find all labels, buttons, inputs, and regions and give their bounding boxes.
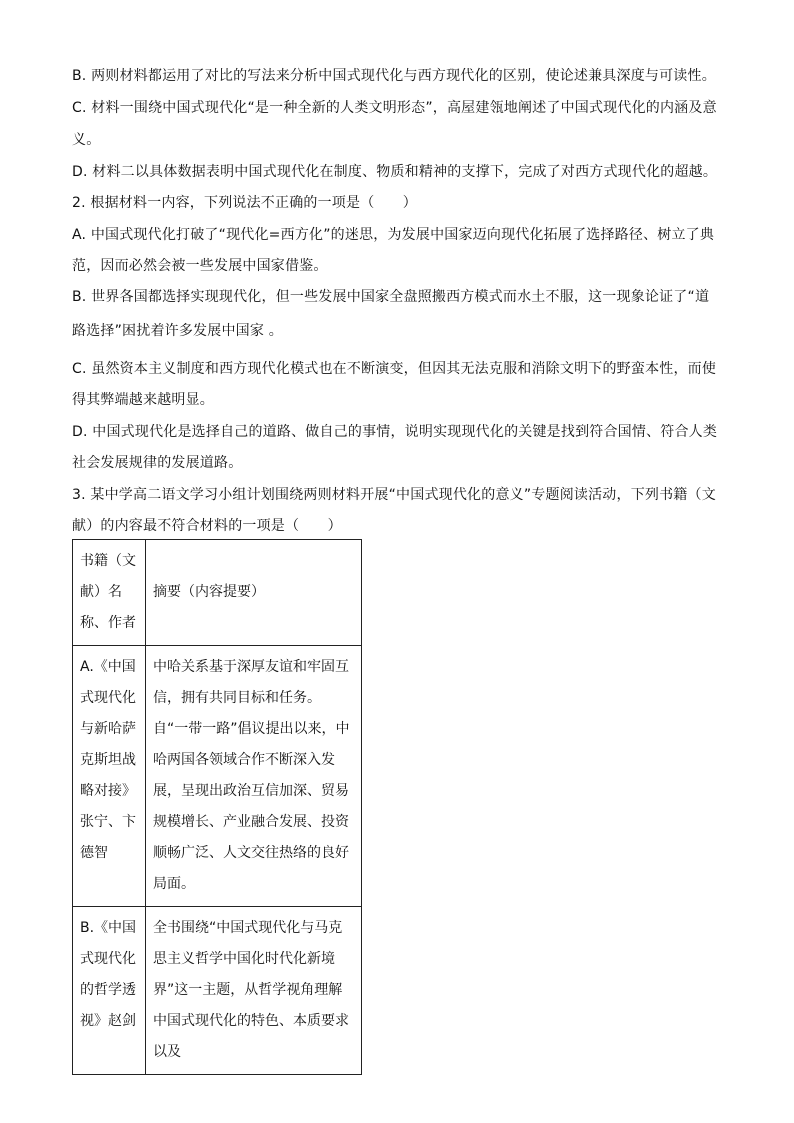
book-summary-cell: 中哈关系基于深厚友谊和牢固互信，拥有共同目标和任务。自“一带一路”倡议提出以来，中哈两国各领域合作不断深入发展，呈现出政治互信加深、贸易规模增长、产业融合发展、投资顺畅广泛、人文交往热络的良好局面。 [146, 646, 362, 907]
table-row [73, 646, 362, 907]
option-d-text: D. 材料二以具体数据表明中国式现代化在制度、物质和精神的支撑下，完成了对西方式现代化的超越。 [72, 164, 718, 180]
option-b-text: B. 两则材料都运用了对比的写法来分析中国式现代化与西方现代化的区别，使论述兼具深度与可读性。 [72, 68, 716, 84]
books-table [72, 539, 362, 1075]
q2-option-b: B. 世界各国都选择实现现代化，但一些发展中国家全盘照搬西方模式而水土不服，这一现象论证了“道 [72, 289, 710, 305]
book-title-cell: B.《中国式现代化的哲学透视》赵剑 [73, 907, 146, 1075]
header-summary-cell: 摘要（内容提要） [146, 540, 362, 646]
option-c-text: C. 材料一围绕中国式现代化“是一种全新的人类文明形态”，高屋建瓴地阐述了中国式现代化的内涵及意 [72, 100, 717, 116]
q2-option-d-cont: 社会发展规律的发展道路。 [72, 455, 243, 471]
question-2-stem: 2. 根据材料一内容，下列说法不正确的一项是（ ） [72, 195, 418, 211]
book-summary-cell: 全书围绕“中国式现代化与马克思主义哲学中国化时代化新境界”这一主题，从哲学视角理解中国式现代化的特色、本质要求以及 [146, 907, 362, 1075]
book-title-cell: A.《中国式现代化与新哈萨克斯坦战略对接》张宁、卞德智 [73, 646, 146, 907]
table-header-row [73, 540, 362, 646]
q2-option-c-cont: 得其弊端越来越明显。 [72, 392, 214, 408]
header-book-cell: 书籍（文献）名称、作者 [73, 540, 146, 646]
q2-option-a-cont: 范，因而必然会被一些发展中国家借鉴。 [72, 258, 328, 274]
question-3-stem: 3. 某中学高二语文学习小组计划围绕两则材料开展“中国式现代化的意义”专题阅读活动，下列书籍（文 [72, 487, 716, 503]
question-3-stem-cont: 献）的内容最不符合材料的一项是（ ） [72, 518, 342, 534]
q2-option-d: D. 中国式现代化是选择自己的道路、做自己的事情，说明实现现代化的关键是找到符合国情、符合人类 [72, 424, 718, 440]
option-c-text-cont: 义。 [72, 132, 101, 148]
q2-option-b-cont: 路选择”困扰着许多发展中国家 。 [72, 323, 283, 339]
q2-option-a: A. 中国式现代化打破了“现代化=西方化”的迷思，为发展中国家迈向现代化拓展了选择路径、树立了典 [72, 227, 715, 243]
table-row [73, 907, 362, 1075]
q2-option-c: C. 虽然资本主义制度和西方现代化模式也在不断演变，但因其无法克服和消除文明下的野蛮本性，而使 [72, 361, 717, 377]
